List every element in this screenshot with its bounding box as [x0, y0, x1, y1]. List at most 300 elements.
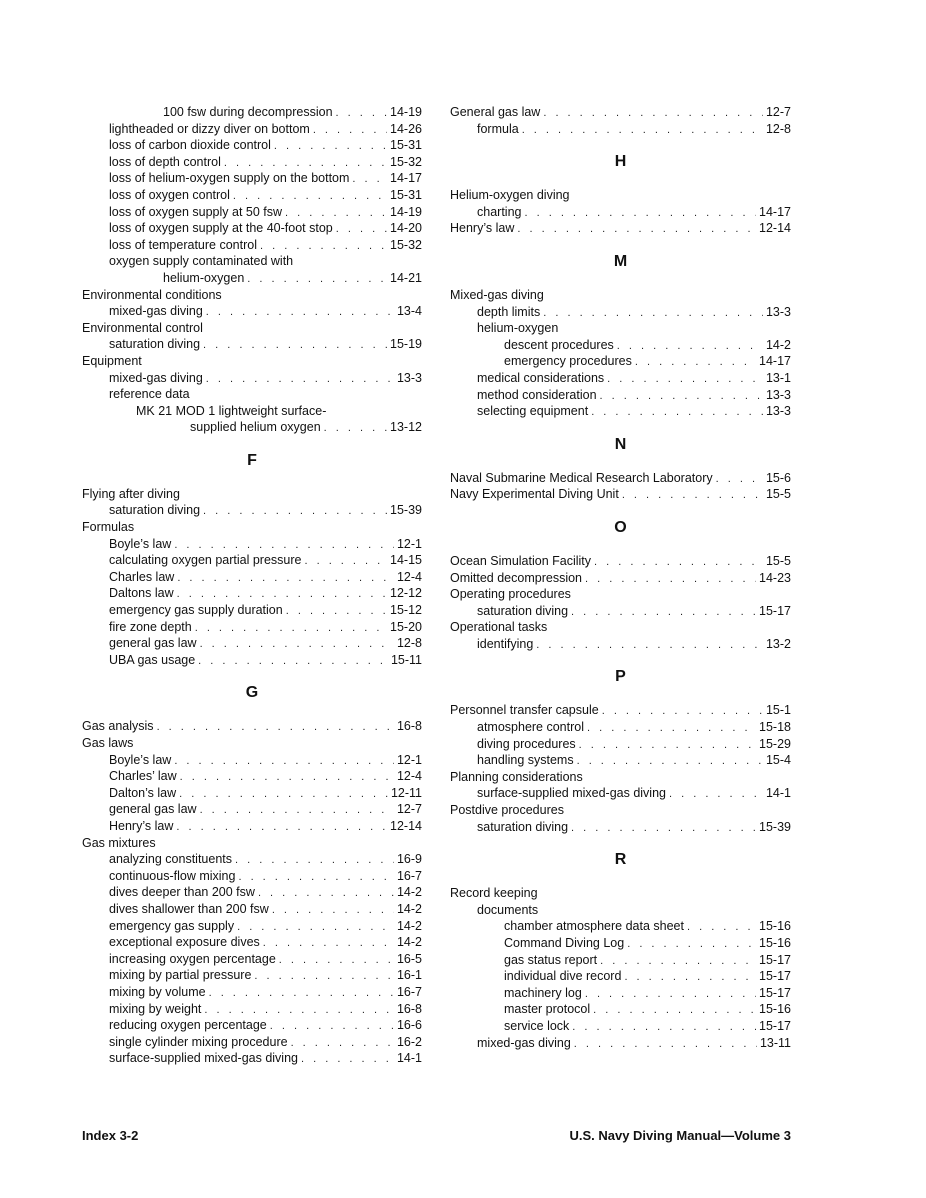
dot-leader: [200, 802, 394, 819]
index-entry: [82, 303, 422, 320]
entry-term: mixed-gas diving: [109, 370, 203, 385]
index-entry: [450, 204, 791, 221]
dot-leader: [270, 1018, 394, 1035]
entry-term: identifying: [477, 636, 534, 651]
entry-term: Ocean Simulation Facility: [450, 553, 592, 568]
entry-term: loss of temperature control: [109, 237, 257, 252]
index-entry: [82, 287, 422, 304]
index-entry: [82, 170, 422, 187]
entry-page-number: 16-8: [396, 719, 422, 734]
entry-page-number: 14-19: [390, 105, 422, 119]
entry-page-number: 13-3: [765, 387, 791, 402]
section-letter-m: M: [613, 252, 628, 270]
entry-term: Operating procedures: [450, 587, 571, 602]
entry-term: fire zone depth: [109, 619, 192, 634]
entry-term: Equipment: [82, 353, 142, 368]
entry-page-number: 15-31: [390, 187, 422, 202]
index-entry: [82, 552, 422, 569]
index-entry: [82, 1017, 422, 1034]
entry-term: loss of oxygen supply at the 40-foot stop: [109, 221, 333, 236]
index-entry: [82, 785, 422, 802]
dot-leader: [602, 703, 763, 720]
entry-term: continuous-flow mixing: [109, 868, 236, 883]
entry-page-number: 13-3: [396, 370, 422, 385]
entry-term: Operational tasks: [450, 620, 548, 635]
entry-page-number: 12-8: [396, 636, 422, 651]
dot-leader: [285, 205, 387, 222]
dot-leader: [324, 420, 387, 437]
entry-term: exceptional exposure dives: [109, 935, 260, 950]
entry-term: descent procedures: [504, 337, 614, 352]
index-entry: [450, 802, 791, 819]
entry-page-number: 15-19: [390, 337, 422, 352]
dot-leader: [206, 371, 394, 388]
index-entry: [82, 403, 422, 420]
entry-term: method consideration: [477, 387, 597, 402]
footer-page-label: Index 3-2: [82, 1128, 139, 1143]
entry-term: saturation diving: [477, 819, 569, 834]
section-letter-n: N: [614, 435, 627, 453]
index-entry: [450, 636, 791, 653]
index-entry: [82, 868, 422, 885]
dot-leader: [313, 122, 387, 139]
dot-leader: [204, 1002, 394, 1019]
entry-page-number: 12-12: [390, 586, 422, 601]
entry-page-number: 14-17: [759, 204, 791, 219]
index-entry: [450, 1035, 791, 1052]
index-entry: [82, 1034, 422, 1051]
index-entry: [450, 1001, 791, 1018]
footer-manual-title: U.S. Navy Diving Manual—Volume 3: [569, 1128, 791, 1143]
dot-leader: [209, 985, 394, 1002]
index-entry: [82, 370, 422, 387]
index-entry: [450, 752, 791, 769]
index-entry: [450, 902, 791, 919]
index-entry: [82, 635, 422, 652]
index-entry: [450, 586, 791, 603]
index-entry: [82, 934, 422, 951]
entry-term: mixing by weight: [109, 1001, 202, 1016]
entry-page-number: 15-17: [759, 603, 791, 618]
entry-page-number: 15-17: [759, 985, 791, 1000]
entry-page-number: 14-1: [396, 1051, 422, 1066]
index-entry: [82, 336, 422, 353]
entry-term: Navy Experimental Diving Unit: [450, 487, 619, 502]
entry-term: Planning considerations: [450, 769, 583, 784]
index-entry: [82, 835, 422, 852]
entry-term: Henry’s law: [450, 221, 515, 236]
dot-leader: [301, 1051, 394, 1068]
dot-leader: [195, 620, 387, 637]
entry-page-number: 15-32: [390, 154, 422, 169]
section-letter-h: H: [614, 153, 627, 171]
entry-term: Mixed-gas diving: [450, 287, 544, 302]
dot-leader: [635, 354, 756, 371]
entry-term: reference data: [109, 387, 190, 402]
index-entry: [82, 901, 422, 918]
entry-term: handling systems: [477, 753, 574, 768]
entry-page-number: 12-1: [396, 536, 422, 551]
entry-page-number: 13-11: [759, 1035, 791, 1050]
entry-page-number: 14-26: [390, 121, 422, 136]
index-entry: [82, 121, 422, 138]
entry-term: emergency gas supply: [109, 918, 235, 933]
entry-term: mixed-gas diving: [109, 304, 203, 319]
index-entry: [450, 220, 791, 237]
entry-page-number: 13-3: [765, 304, 791, 319]
entry-page-number: 15-5: [765, 553, 791, 568]
entry-page-number: 13-1: [765, 370, 791, 385]
index-entry: [450, 719, 791, 736]
entry-page-number: 15-16: [759, 936, 791, 950]
dot-leader: [174, 537, 394, 554]
dot-leader: [279, 952, 394, 969]
dot-leader: [176, 819, 387, 836]
entry-page-number: 13-12: [390, 420, 422, 435]
entry-term: emergency procedures: [504, 354, 632, 369]
dot-leader: [524, 205, 756, 222]
entry-term: emergency gas supply duration: [109, 603, 283, 618]
index-entry: [82, 1001, 422, 1018]
entry-page-number: 14-2: [396, 901, 422, 916]
entry-page-number: 15-16: [759, 1002, 791, 1017]
entry-page-number: 15-17: [759, 969, 791, 984]
entry-page-number: 13-4: [396, 304, 422, 319]
entry-term: mixing by partial pressure: [109, 968, 252, 983]
dot-leader: [224, 155, 387, 172]
index-entry: [82, 619, 422, 636]
dot-leader: [233, 188, 387, 205]
index-entry: [82, 569, 422, 586]
entry-term: general gas law: [109, 802, 197, 817]
dot-leader: [254, 968, 394, 985]
entry-term: Environmental conditions: [82, 287, 222, 302]
entry-term: increasing oxygen percentage: [109, 951, 276, 966]
entry-term: helium-oxygen: [163, 270, 245, 285]
dot-leader: [203, 337, 387, 354]
dot-leader: [624, 969, 756, 986]
index-entry: [450, 304, 791, 321]
index-entry: [82, 984, 422, 1001]
index-entry: [82, 104, 422, 121]
index-entry: [450, 553, 791, 570]
entry-page-number: 14-19: [390, 204, 422, 219]
dot-leader: [174, 753, 394, 770]
entry-term: Gas laws: [82, 736, 134, 750]
dot-leader: [263, 935, 394, 952]
index-entry: [450, 1018, 791, 1035]
entry-term: general gas law: [109, 636, 197, 651]
entry-page-number: 16-9: [396, 852, 422, 867]
entry-term: surface-supplied mixed-gas diving: [109, 1051, 298, 1066]
entry-page-number: 14-20: [390, 221, 422, 236]
index-entry: [82, 1050, 422, 1067]
entry-page-number: 14-2: [396, 918, 422, 933]
index-entry: [82, 187, 422, 204]
entry-term: helium-oxygen: [477, 321, 559, 336]
dot-leader: [272, 902, 394, 919]
dot-leader: [716, 471, 763, 488]
entry-term: Helium-oxygen diving: [450, 188, 570, 203]
entry-term: gas status report: [504, 952, 598, 967]
entry-page-number: 15-11: [390, 652, 422, 667]
entry-term: saturation diving: [109, 337, 201, 352]
dot-leader: [579, 737, 756, 754]
dot-leader: [543, 305, 763, 322]
entry-term: Command Diving Log: [504, 936, 625, 950]
entry-page-number: 13-2: [765, 636, 791, 651]
dot-leader: [198, 653, 388, 670]
dot-leader: [237, 919, 394, 936]
entry-term: oxygen supply contaminated with: [109, 254, 294, 269]
entry-term: charting: [477, 204, 522, 219]
entry-term: Boyle’s law: [109, 536, 172, 551]
entry-page-number: 15-18: [759, 720, 791, 735]
dot-leader: [336, 105, 387, 122]
index-entry: [450, 885, 791, 902]
entry-term: machinery log: [504, 985, 582, 1000]
dot-leader: [517, 221, 756, 238]
dot-leader: [235, 852, 394, 869]
index-entry: [450, 387, 791, 404]
entry-term: mixed-gas diving: [477, 1035, 571, 1050]
entry-term: individual dive record: [504, 969, 622, 984]
entry-term: surface-supplied mixed-gas diving: [477, 786, 666, 801]
index-entry: [450, 353, 791, 370]
section-letter-r: R: [614, 851, 627, 869]
section-letter-g: G: [245, 684, 259, 702]
entry-term: selecting equipment: [477, 404, 589, 419]
entry-page-number: 15-17: [759, 1018, 791, 1033]
entry-page-number: 15-39: [390, 503, 422, 518]
index-entry: [450, 403, 791, 420]
index-entry: [450, 985, 791, 1002]
entry-page-number: 14-2: [396, 885, 422, 900]
index-entry: [82, 752, 422, 769]
dot-leader: [687, 919, 756, 936]
dot-leader: [238, 869, 394, 886]
index-entry: [82, 154, 422, 171]
index-entry: [450, 968, 791, 985]
entry-term: Postdive procedures: [450, 803, 564, 818]
index-entry: [82, 735, 422, 752]
index-entry: [82, 801, 422, 818]
dot-leader: [600, 953, 756, 970]
entry-term: analyzing constituents: [109, 852, 232, 867]
index-entry: [82, 851, 422, 868]
index-entry: [450, 619, 791, 636]
index-entry: [450, 952, 791, 969]
entry-term: MK 21 MOD 1 lightweight surface-: [136, 403, 327, 418]
entry-page-number: 12-7: [396, 802, 422, 817]
entry-page-number: 12-11: [390, 785, 422, 800]
dot-leader: [577, 753, 763, 770]
index-entry: [450, 287, 791, 304]
entry-term: lightheaded or dizzy diver on bottom: [109, 121, 310, 136]
entry-term: chamber atmosphere data sheet: [504, 919, 684, 934]
index-entry: [450, 570, 791, 587]
entry-term: dives shallower than 200 fsw: [109, 901, 269, 916]
entry-term: loss of helium-oxygen supply on the bottom: [109, 171, 350, 186]
entry-page-number: 15-4: [765, 753, 791, 768]
index-entry: [450, 702, 791, 719]
dot-leader: [336, 221, 387, 238]
entry-term: dives deeper than 200 fsw: [109, 885, 255, 900]
entry-term: depth limits: [477, 304, 541, 319]
entry-page-number: 15-31: [390, 138, 422, 153]
index-entry: [450, 785, 791, 802]
entry-term: saturation diving: [109, 503, 201, 518]
index-entry: [450, 104, 791, 121]
index-entry: [82, 502, 422, 519]
index-entry: [450, 918, 791, 935]
index-entry: [82, 536, 422, 553]
index-entry: [450, 935, 791, 952]
dot-leader: [177, 586, 387, 603]
entry-page-number: 12-4: [396, 569, 422, 584]
dot-leader: [607, 371, 763, 388]
index-entry: [82, 519, 422, 536]
dot-leader: [286, 603, 387, 620]
index-entry: [82, 918, 422, 935]
entry-page-number: 14-23: [759, 570, 791, 585]
index-entry: [82, 486, 422, 503]
entry-term: documents: [477, 902, 539, 917]
entry-term: Henry’s law: [109, 818, 174, 833]
entry-term: Gas mixtures: [82, 835, 156, 850]
entry-page-number: 14-17: [759, 354, 791, 369]
index-entry: [82, 220, 422, 237]
entry-term: loss of carbon dioxide control: [109, 138, 271, 153]
entry-term: mixing by volume: [109, 984, 206, 999]
entry-term: diving procedures: [477, 736, 576, 751]
entry-term: single cylinder mixing procedure: [109, 1034, 288, 1049]
dot-leader: [669, 786, 763, 803]
entry-page-number: 15-1: [765, 703, 791, 718]
dot-leader: [247, 271, 387, 288]
index-entry: [82, 386, 422, 403]
entry-term: Formulas: [82, 520, 135, 535]
entry-term: medical considerations: [477, 370, 605, 385]
entry-page-number: 16-2: [396, 1034, 422, 1049]
entry-page-number: 15-16: [759, 919, 791, 934]
entry-term: Omitted decompression: [450, 570, 583, 585]
index-entry: [450, 819, 791, 836]
dot-leader: [536, 637, 763, 654]
dot-leader: [203, 503, 387, 520]
index-entry: [82, 270, 422, 287]
index-entry: [82, 320, 422, 337]
index-entry: [82, 884, 422, 901]
index-entry: [82, 768, 422, 785]
index-entry: [82, 951, 422, 968]
index-entry: [450, 320, 791, 337]
dot-leader: [157, 719, 394, 736]
entry-page-number: 13-3: [765, 404, 791, 419]
dot-leader: [258, 885, 394, 902]
index-column-left: [82, 104, 422, 1067]
dot-leader: [587, 720, 756, 737]
dot-leader: [179, 786, 388, 803]
dot-leader: [627, 936, 756, 953]
entry-term: loss of oxygen control: [109, 187, 230, 202]
entry-page-number: 12-14: [390, 818, 422, 833]
entry-term: Personnel transfer capsule: [450, 703, 599, 718]
entry-term: loss of depth control: [109, 154, 221, 169]
entry-term: Dalton’s law: [109, 785, 177, 800]
entry-page-number: 12-8: [765, 121, 791, 136]
index-entry: [450, 121, 791, 138]
index-entry: [450, 187, 791, 204]
index-column-right: [450, 104, 791, 1051]
index-entry: [82, 204, 422, 221]
entry-term: Environmental control: [82, 320, 203, 335]
section-letter-o: O: [614, 518, 627, 536]
dot-leader: [522, 122, 763, 139]
entry-page-number: 14-15: [390, 553, 422, 568]
dot-leader: [543, 105, 763, 122]
entry-term: service lock: [504, 1018, 570, 1033]
entry-term: loss of oxygen supply at 50 fsw: [109, 204, 283, 219]
dot-leader: [571, 604, 756, 621]
entry-page-number: 15-12: [390, 603, 422, 618]
entry-page-number: 12-14: [759, 221, 791, 236]
dot-leader: [585, 571, 756, 588]
entry-page-number: 16-7: [396, 984, 422, 999]
dot-leader: [585, 986, 756, 1003]
dot-leader: [572, 1019, 756, 1036]
dot-leader: [574, 1036, 757, 1053]
entry-term: General gas law: [450, 105, 541, 119]
index-entry: [450, 470, 791, 487]
index-entry: [450, 603, 791, 620]
entry-page-number: 15-20: [390, 619, 422, 634]
index-entry: [82, 353, 422, 370]
entry-page-number: 16-8: [396, 1001, 422, 1016]
entry-term: saturation diving: [477, 603, 569, 618]
index-entry: [450, 486, 791, 503]
dot-leader: [600, 388, 763, 405]
entry-page-number: 14-21: [390, 270, 422, 285]
entry-term: supplied helium oxygen: [190, 420, 321, 435]
dot-leader: [617, 338, 763, 355]
entry-term: 100 fsw during decompression: [163, 105, 333, 119]
dot-leader: [304, 553, 387, 570]
entry-page-number: 16-6: [396, 1018, 422, 1033]
entry-term: Flying after diving: [82, 486, 180, 501]
entry-page-number: 14-2: [765, 337, 791, 352]
index-entry: [82, 237, 422, 254]
section-letter-f: F: [247, 451, 257, 469]
dot-leader: [352, 171, 387, 188]
dot-leader: [177, 570, 394, 587]
entry-page-number: 16-5: [396, 951, 422, 966]
index-entry: [450, 370, 791, 387]
entry-term: master protocol: [504, 1002, 591, 1017]
entry-term: reducing oxygen percentage: [109, 1018, 267, 1033]
index-entry: [82, 585, 422, 602]
entry-page-number: 15-39: [759, 819, 791, 834]
entry-page-number: 14-2: [396, 935, 422, 950]
dot-leader: [594, 554, 763, 571]
dot-leader: [591, 404, 763, 421]
index-entry: [450, 736, 791, 753]
index-entry: [82, 718, 422, 735]
entry-page-number: 16-7: [396, 868, 422, 883]
entry-page-number: 15-5: [765, 487, 791, 502]
entry-term: Daltons law: [109, 586, 174, 601]
entry-page-number: 16-1: [396, 968, 422, 983]
